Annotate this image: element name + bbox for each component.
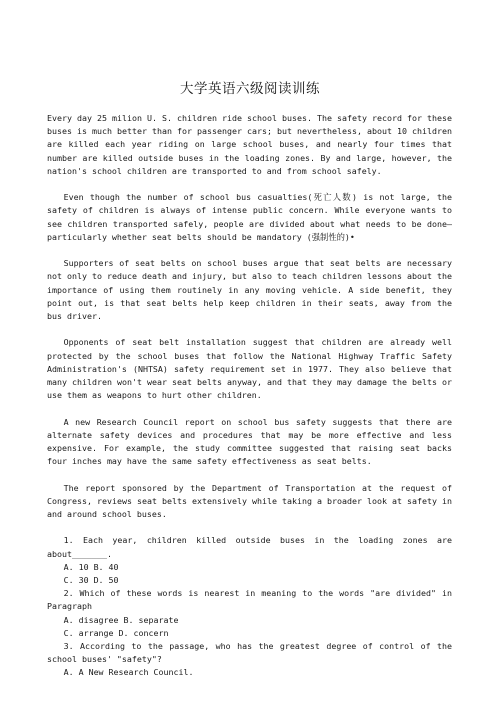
- question-2-option-line: A. disagree B. separate: [63, 614, 179, 625]
- question-1-stem: 1. Each year, children killed outside buses in the loading zones are about_______.: [47, 535, 452, 559]
- page-title: 大学英语六级阅读训练: [180, 81, 320, 97]
- questions-section: [47, 534, 452, 679]
- document-body: [47, 112, 452, 680]
- question-3-option-line: A. A New Research Council.: [63, 667, 194, 678]
- question-1-option-line: A. 10 B. 40: [63, 561, 119, 572]
- paragraph-1: Every day 25 milion U. S. children ride school buses. The safety record for these buses is much better than for passenger cars; but nevertheless, about 10 children are killed each year riding on large school buses, and nearly four times that number are killed outside buses in the loading zones. By and large, however, the nation's school children are transported to and from school safely.: [47, 113, 452, 176]
- paragraph-3: Supporters of seat belts on school buses argue that seat belts are necessary not only to reduce death and injury, but also to teach children lessons about the importance of using them routinely in any moving vehicle. A side benefit, they point out, is that seat belts help keep children in their seats, away from the bus driver.: [47, 258, 452, 322]
- question-2-option-line: C. arrange D. concern: [63, 627, 169, 638]
- paragraph-4: Opponents of seat belt installation suggest that children are already well protected by the school buses that follow the National Highway Traffic Safety Administration's (NHTSA) safety requirement set in 1977. They also believe that many children won't wear seat belts anyway, and that they may damage the belts or use them as weapons to hurt other children.: [47, 337, 452, 401]
- question-3-stem: 3. According to the passage, who has the greatest degree of control of the school buses' "safety"?: [47, 641, 452, 665]
- question-1-option-line: C. 30 D. 50: [63, 575, 119, 586]
- question-2-stem: 2. Which of these words is nearest in meaning to the words "are divided" in Paragraph: [47, 588, 452, 612]
- paragraph-6: The report sponsored by the Department of Transportation at the request of Congress, reviews seat belts extensively while taking a broader look at safety in and around school buses.: [47, 482, 452, 520]
- paragraph-5: A new Research Council report on school bus safety suggests that there are alternate safety devices and procedures that may be more effective and less expensive. For example, the study committee suggested that raising seat backs four inches may have the same safety effectiveness as seat belts.: [47, 416, 452, 467]
- paragraph-2: Even though the number of school bus casualties(死亡人数) is not large, the safety of children is always of intense public concern. While everyone wants to see children transported safely, people are divided about what needs to be done—particularly whether seat belts should be mandatory (强制性的)•: [47, 192, 452, 242]
